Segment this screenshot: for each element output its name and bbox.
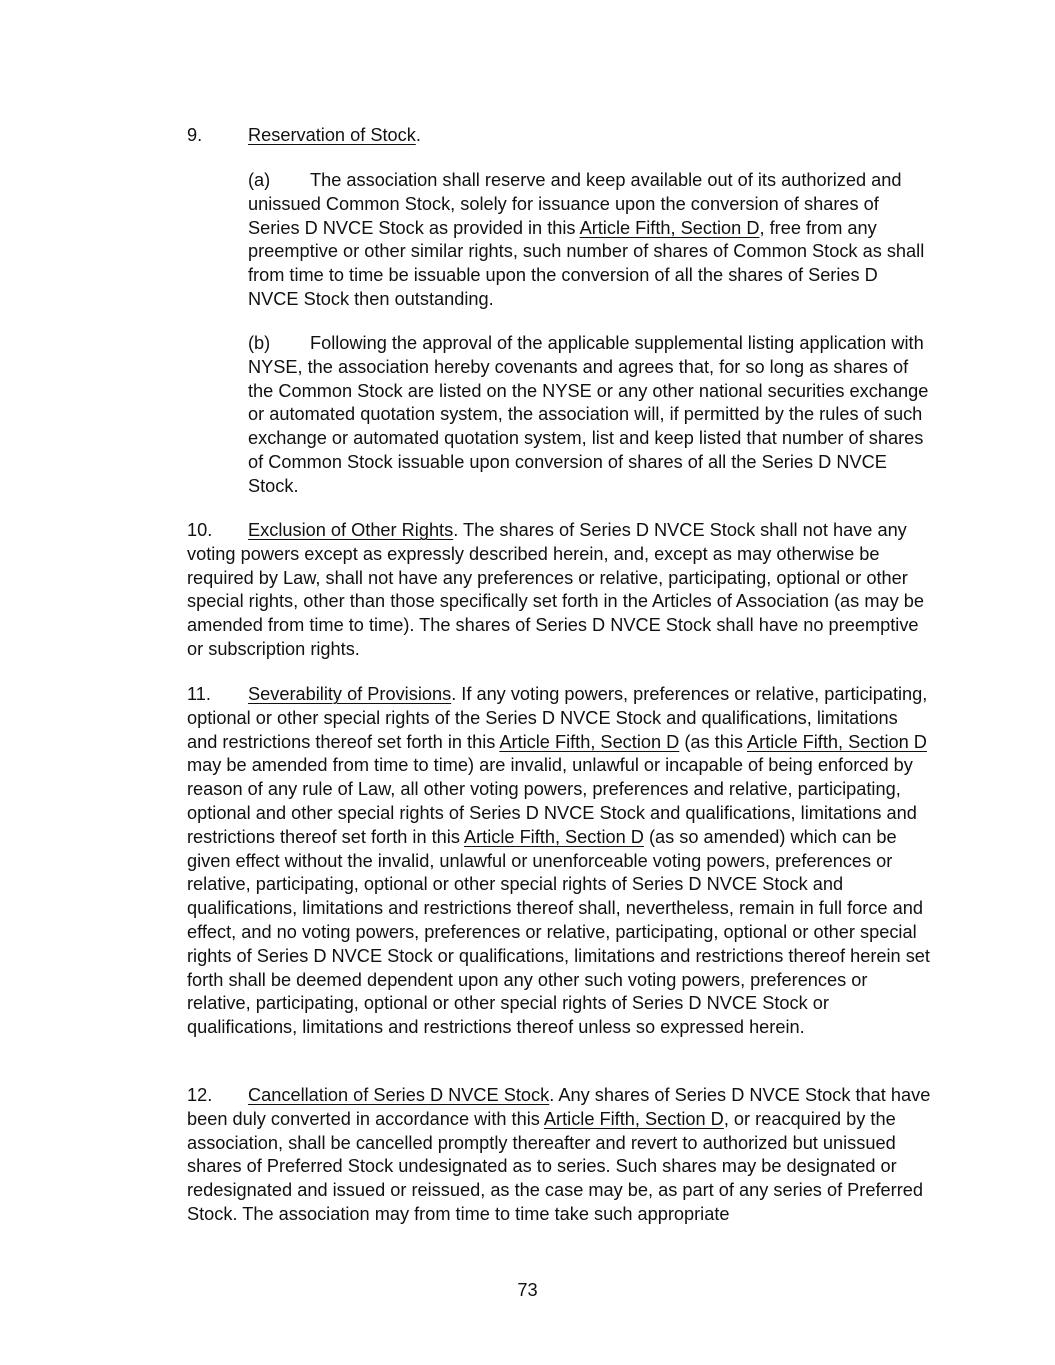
section-11-paragraph: 11. Severability of Provisions. If any voting powers, preferences or relative, participating, optional or other special rights of the Series D NVCE Stock and qualifications, limitations and restrictions thereof set forth in this Article Fifth, Section D (as this Article Fifth, Section D may be amended from time to time) are invalid, unlawful or incapable of being enforced by reason of any rule of Law, all other voting powers, preferences and relative, participating, optional and other special rights of Series D NVCE Stock and qualifications, limitations and restrictions thereof set forth in this Article Fifth, Section D (as so amended) which can be given effect without the invalid, unlawful or unenforceable voting powers, preferences or relative, participating, optional or other special rights of Series D NVCE Stock and qualifications, limitations and restrictions thereof shall, nevertheless, remain in full force and effect, and no voting powers, preferences or relative, participating, optional or other special rights of Series D NVCE Stock or qualifications, limitations and restrictions thereof herein set forth shall be deemed dependent upon any other such voting powers, preferences or relative, participating, optional or other special rights of Series D NVCE Stock or qualifications, limitations and restrictions thereof unless so expressed herein.	[187, 684, 930, 1038]
section-heading: Exclusion of Other Rights	[248, 520, 454, 540]
article-reference: Article Fifth, Section D	[463, 826, 644, 847]
article-reference: Article Fifth, Section D	[579, 217, 760, 238]
subsection-label: (b)	[248, 333, 271, 353]
section-9b-paragraph: (b) Following the approval of the applicable supplemental listing application with NYSE, the association hereby covenants and agrees that, for so long as shares of the Common Stock are listed on the NYSE or any other national securities exchange or automated quotation system, the association will, if permitted by the rules of such exchange or automated quotation system, list and keep listed that number of shares of Common Stock issuable upon conversion of shares of all the Series D NVCE Stock.	[248, 333, 929, 496]
article-reference: Article Fifth, Section D	[499, 731, 680, 752]
subsection-label: (a)	[248, 170, 271, 190]
section-number: 11.	[187, 684, 211, 704]
article-reference: Article Fifth, Section D	[543, 1108, 724, 1129]
section-10-paragraph: 10. Exclusion of Other Rights. The shares of Series D NVCE Stock shall not have any voting powers except as expressly described herein, and, except as may otherwise be required by Law, shall not have any preferences or relative, participating, optional or other special rights, other than those specifically set forth in the Articles of Association (as may be amended from time to time). The shares of Series D NVCE Stock shall have no preemptive or subscription rights.	[187, 520, 924, 659]
section-heading: Reservation of Stock	[248, 125, 416, 145]
section-9-heading: 9. Reservation of Stock.	[187, 124, 932, 148]
section-number: 9.	[187, 125, 203, 145]
section-number: 10.	[187, 520, 213, 540]
section-heading: Severability of Provisions	[248, 684, 452, 704]
section-9a-paragraph: (a) The association shall reserve and keep available out of its authorized and unissued Common Stock, solely for issuance upon the conversion of shares of Series D NVCE Stock as provided in this Article Fifth, Section D, free from any preemptive or other similar rights, such number of shares of Common Stock as shall from time to time be issuable upon the conversion of all the shares of Series D NVCE Stock then outstanding.	[248, 170, 925, 309]
section-number: 12.	[187, 1085, 213, 1105]
page-number: 73	[517, 1280, 538, 1300]
section-12-paragraph: 12. Cancellation of Series D NVCE Stock. Any shares of Series D NVCE Stock that have been duly converted in accordance with this Article Fifth, Section D, or reacquired by the association, shall be cancelled promptly thereafter and revert to authorized but unissued shares of Preferred Stock undesignated as to series. Such shares may be designated or redesignated and issued or reissued, as the case may be, as part of any series of Preferred Stock. The association may from time to time take such appropriate	[187, 1085, 931, 1224]
article-reference: Article Fifth, Section D	[747, 731, 927, 752]
section-heading: Cancellation of Series D NVCE Stock	[248, 1085, 550, 1105]
